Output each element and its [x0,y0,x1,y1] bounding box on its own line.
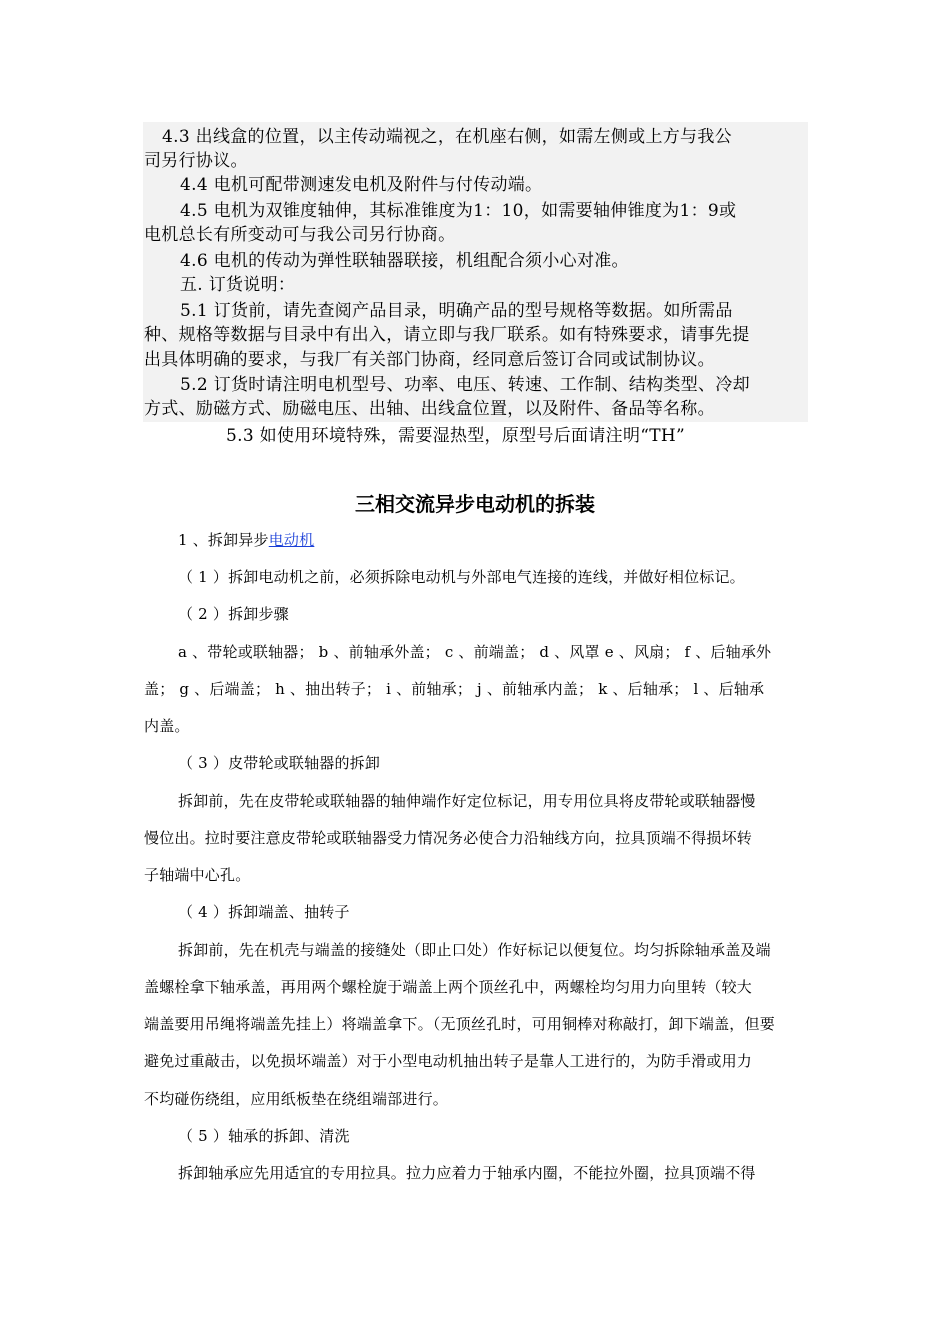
text-line: 4.4 电机可配带测速发电机及附件与付传动端。 [180,175,543,195]
body-line: 内盖。 [144,717,190,735]
body-line: 拆卸前，先在机壳与端盖的接缝处（即止口处）作好标记以便复位。均匀拆除轴承盖及端 [178,941,771,959]
text-line: 司另行协议。 [144,151,248,171]
text-line: 方式、励磁方式、励磁电压、出轴、出线盒位置，以及附件、备品等名称。 [144,399,715,419]
section-title: 三相交流异步电动机的拆装 [355,492,595,516]
text-line: 出具体明确的要求，与我厂有关部门协商，经同意后签订合同或试制协议。 [144,350,715,370]
body-line: （ 2 ）拆卸步骤 [178,605,289,623]
body-line: 拆卸前，先在皮带轮或联轴器的轴伸端作好定位标记，用专用位具将皮带轮或联轴器慢 [178,792,756,810]
body-line: 盖； g 、后端盖； h 、抽出转子； i 、前轴承； j 、前轴承内盖； k 、后轴承； l 、后轴承 [144,680,765,698]
body-line: 避免过重敲击，以免损坏端盖）对于小型电动机抽出转子是靠人工进行的，为防手滑或用力 [144,1052,753,1070]
text-line: 种、规格等数据与目录中有出入，请立即与我厂联系。如有特殊要求，请事先提 [144,325,750,345]
text-line: 4.6 电机的传动为弹性联轴器联接，机组配合须小心对准。 [180,251,629,271]
text-line: 5.2 订货时请注明电机型号、功率、电压、转速、工作制、结构类型、冷却 [180,375,750,395]
motor-link[interactable]: 电动机 [268,531,315,549]
body-line: （ 4 ）拆卸端盖、抽转子 [178,903,350,921]
body-line: 拆卸轴承应先用适宜的专用拉具。拉力应着力于轴承内圈，不能拉外圈，拉具顶端不得 [178,1164,756,1182]
text-line: 4.5 电机为双锥度轴伸，其标准锥度为1：10，如需要轴伸锥度为1：9或 [180,201,737,221]
text-line: 4.3 出线盒的位置，以主传动端视之，在机座右侧，如需左侧或上方与我公 [162,127,732,147]
body-line: 盖螺栓拿下轴承盖，再用两个螺栓旋于端盖上两个顶丝孔中，两螺栓均匀用力向里转（较大 [144,978,753,996]
body-line: （ 5 ）轴承的拆卸、清洗 [178,1127,350,1145]
text-line: 5.3 如使用环境特殊，需要湿热型，原型号后面请注明“TH” [226,426,685,446]
text-line: 电机总长有所变动可与我公司另行协商。 [144,225,456,245]
body-line: （ 3 ）皮带轮或联轴器的拆卸 [178,754,381,772]
body-line: 子轴端中心孔。 [144,866,251,884]
body-line: （ 1 ）拆卸电动机之前，必须拆除电动机与外部电气连接的连线，并做好相位标记。 [178,568,745,586]
text-line: 五. 订货说明： [180,275,296,295]
item-1-prefix: 1 、拆卸异步 [178,531,269,549]
body-line: 慢位出。拉时要注意皮带轮或联轴器受力情况务必使合力沿轴线方向，拉具顶端不得损坏转 [144,829,753,847]
text-line: 5.1 订货前，请先查阅产品目录，明确产品的型号规格等数据。如所需品 [180,301,733,321]
body-line: 端盖要用吊绳将端盖先挂上）将端盖拿下。（无顶丝孔时，可用铜棒对称敲打，卸下端盖，但要 [144,1015,775,1033]
body-line: 不均碰伤绕组，应用纸板垫在绕组端部进行。 [144,1090,449,1108]
item-1-heading [178,529,314,551]
body-line: a 、带轮或联轴器； b 、前轴承外盖； c 、前端盖； d 、风罩 e 、风扇； f 、后轴承外 [178,643,772,661]
